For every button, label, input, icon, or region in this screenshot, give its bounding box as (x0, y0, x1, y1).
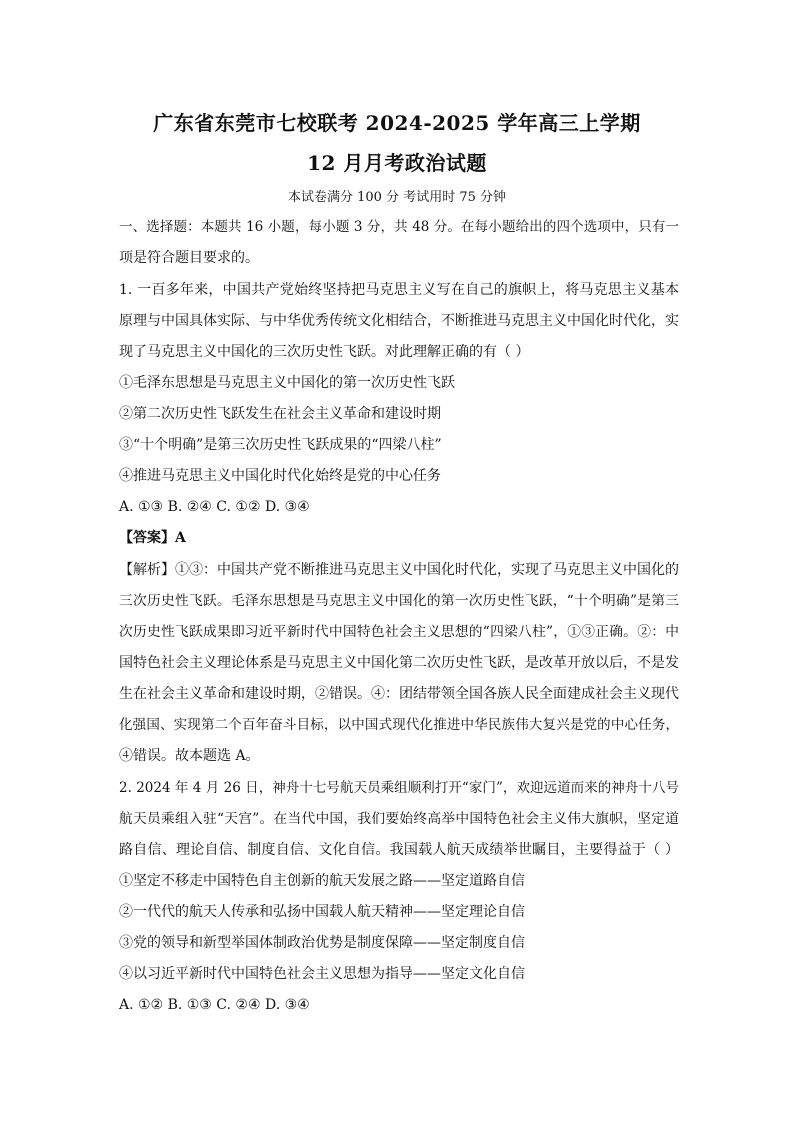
q2-stem-line1: 2. 2024 年 4 月 26 日，神舟十七号航天员乘组顺利打开“家门”，欢迎远道而来的神舟十八号 (119, 780, 679, 796)
q1-choices: A. ①③ B. ②④ C. ①② D. ③④ (119, 499, 310, 515)
q2-stem-line2: 航天员乘组入驻“天宫”。在当代中国，我们要始终高举中国特色社会主义伟大旗帜，坚定道 (119, 811, 679, 827)
q2-choices: A. ①② B. ①③ C. ②④ D. ③④ (119, 997, 310, 1013)
section-intro-line2: 项是符合题目要求的。 (119, 250, 259, 266)
q1-stem-line3: 现了马克思主义中国化的三次历史性飞跃。对此理解正确的有（ ） (119, 344, 530, 360)
q2-option-2: ②一代代的航天人传承和弘扬中国载人航天精神——坚定理论自信 (119, 904, 525, 920)
q1-analysis-line7: ④错误。故本题选 A。 (119, 748, 260, 764)
q1-analysis-line1: 【解析】①③：中国共产党不断推进马克思主义中国化时代化，实现了马克思主义中国化的 (119, 562, 679, 578)
exam-title-line1: 广东省东莞市七校联考 2024-2025 学年高三上学期 (153, 111, 641, 135)
q2-option-1: ①坚定不移走中国特色自主创新的航天发展之路——坚定道路自信 (119, 873, 525, 889)
q1-option-4: ④推进马克思主义中国化时代化始终是党的中心任务 (119, 468, 441, 484)
q1-stem-line1: 1. 一百多年来，中国共产党始终坚持把马克思主义写在自己的旗帜上，将马克思主义基本 (119, 282, 679, 298)
q2-option-4: ④以习近平新时代中国特色社会主义思想为指导——坚定文化自信 (119, 966, 525, 982)
q1-option-2: ②第二次历史性飞跃发生在社会主义革命和建设时期 (119, 406, 441, 422)
q1-option-3: ③“十个明确”是第三次历史性飞跃成果的“四梁八柱” (119, 437, 442, 453)
q1-answer: 【答案】A (119, 530, 186, 546)
q1-analysis-line2: 三次历史性飞跃。毛泽东思想是马克思主义中国化的第一次历史性飞跃，“十个明确”是第三 (119, 593, 679, 609)
exam-subtitle: 本试卷满分 100 分 考试用时 75 分钟 (287, 190, 507, 205)
q2-option-3: ③党的领导和新型举国体制政治优势是制度保障——坚定制度自信 (119, 935, 525, 951)
q1-stem-line2: 原理与中国具体实际、与中华优秀传统文化相结合，不断推进马克思主义中国化时代化，实 (119, 313, 679, 329)
q1-analysis-line6: 化强国、实现第二个百年奋斗目标，以中国式现代化推进中华民族伟大复兴是党的中心任务， (119, 717, 679, 733)
q2-stem-line3: 路自信、理论自信、制度自信、文化自信。我国载人航天成绩举世瞩目，主要得益于（ ） (119, 842, 679, 858)
q1-analysis-line3: 次历史性飞跃成果即习近平新时代中国特色社会主义思想的“四梁八柱”，①③正确。②：中 (119, 624, 679, 640)
section-intro-line1: 一、选择题：本题共 16 小题，每小题 3 分，共 48 分。在每小题给出的四个选项中，只有一 (119, 219, 679, 235)
exam-title-line2: 12 月月考政治试题 (307, 151, 487, 175)
q1-analysis-line5: 生在社会主义革命和建设时期，②错误。④：团结带领全国各族人民全面建成社会主义现代 (119, 686, 679, 702)
q1-analysis-line4: 国特色社会主义理论体系是马克思主义中国化第二次历史性飞跃，是改革开放以后，不是发 (119, 655, 679, 671)
q1-option-1: ①毛泽东思想是马克思主义中国化的第一次历史性飞跃 (119, 375, 455, 391)
